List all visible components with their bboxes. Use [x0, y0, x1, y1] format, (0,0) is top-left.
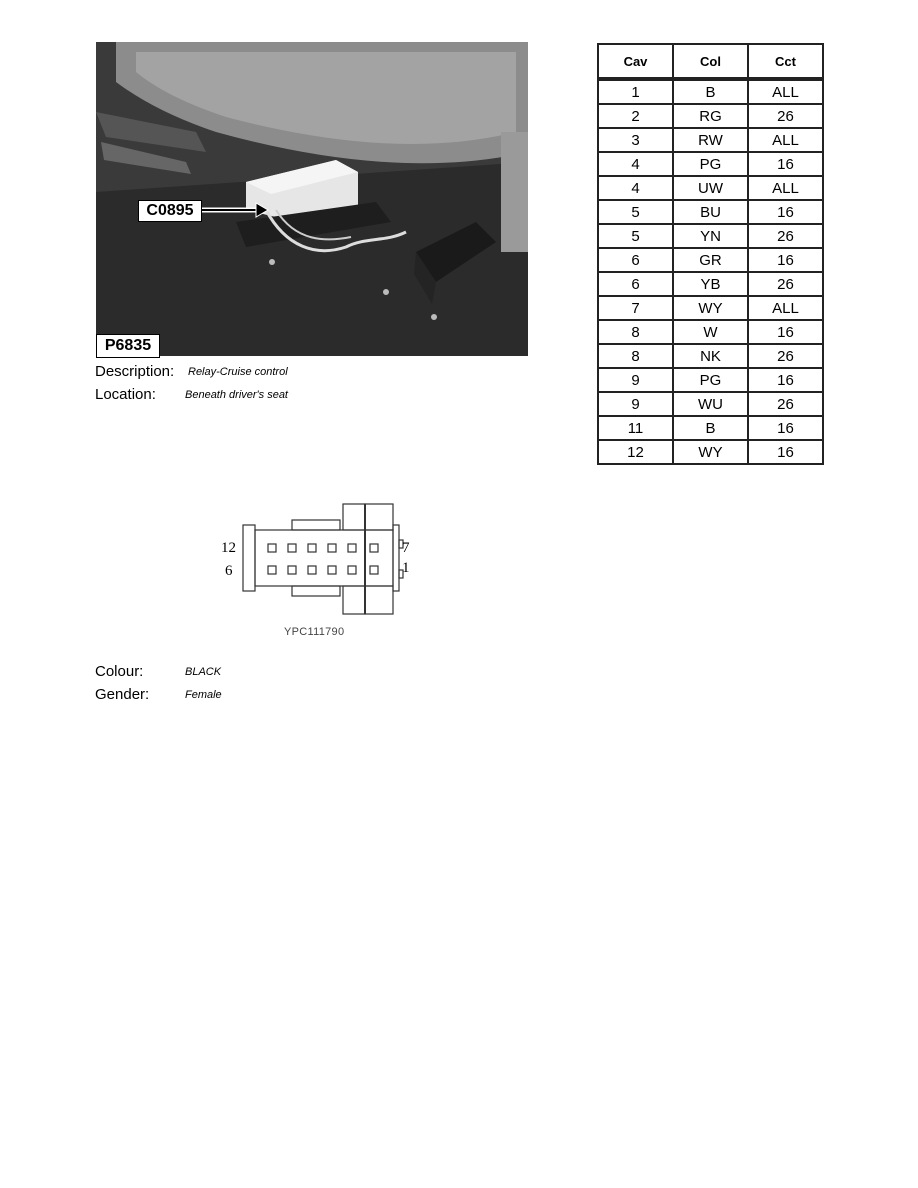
cell-col: WY [673, 296, 748, 320]
table-row [598, 296, 823, 320]
location-field [95, 386, 288, 403]
cell-col: B [673, 79, 748, 104]
cell-cav: 8 [598, 344, 673, 368]
cell-cav: 4 [598, 176, 673, 200]
table-row [598, 440, 823, 464]
gender-value: Female [185, 689, 222, 701]
cell-col: RG [673, 104, 748, 128]
cell-cct: 16 [748, 416, 823, 440]
colour-field [95, 663, 222, 680]
table-row [598, 248, 823, 272]
cell-cav: 2 [598, 104, 673, 128]
cell-col: W [673, 320, 748, 344]
table-row [598, 272, 823, 296]
location-photo [96, 42, 528, 356]
pin-label-top-right: 7 [402, 540, 410, 556]
table-row [598, 416, 823, 440]
cell-col: PG [673, 368, 748, 392]
pin-label-top-left: 12 [221, 540, 236, 556]
table-row [598, 200, 823, 224]
cell-cav: 9 [598, 368, 673, 392]
pin-label-bottom-right: 1 [402, 560, 410, 576]
cell-col: NK [673, 344, 748, 368]
table-row [598, 320, 823, 344]
cell-col: WU [673, 392, 748, 416]
cell-cct: ALL [748, 79, 823, 104]
cell-cav: 1 [598, 79, 673, 104]
table-row [598, 104, 823, 128]
cell-cav: 8 [598, 320, 673, 344]
cell-cct: 16 [748, 440, 823, 464]
gender-field [95, 686, 222, 703]
cell-cct: 16 [748, 368, 823, 392]
connector-drawing [215, 500, 415, 618]
cell-col: BU [673, 200, 748, 224]
connector-callout-label: C0895 [138, 200, 202, 222]
table-header-row [598, 44, 823, 79]
cell-col: B [673, 416, 748, 440]
cell-cct: 16 [748, 248, 823, 272]
header-cct: Cct [748, 44, 823, 79]
cell-cct: ALL [748, 128, 823, 152]
cell-cct: 26 [748, 272, 823, 296]
cell-cct: 26 [748, 344, 823, 368]
location-value: Beneath driver's seat [185, 389, 288, 401]
photo-illustration [96, 42, 528, 356]
cell-col: GR [673, 248, 748, 272]
cell-col: UW [673, 176, 748, 200]
cell-cct: ALL [748, 176, 823, 200]
table-row [598, 79, 823, 104]
colour-value: BLACK [185, 666, 222, 678]
cell-cav: 9 [598, 392, 673, 416]
photo-id-label: P6835 [96, 334, 160, 358]
cell-cct: 16 [748, 200, 823, 224]
cell-col: YB [673, 272, 748, 296]
pinout-table [597, 43, 824, 465]
cell-cct: 26 [748, 104, 823, 128]
cell-cct: ALL [748, 296, 823, 320]
cell-col: RW [673, 128, 748, 152]
description-label: Description: [95, 363, 175, 380]
colour-label: Colour: [95, 663, 144, 680]
cell-cav: 7 [598, 296, 673, 320]
pin-label-bottom-left: 6 [225, 563, 233, 579]
cell-cct: 26 [748, 224, 823, 248]
header-col: Col [673, 44, 748, 79]
description-value: Relay-Cruise control [188, 366, 288, 378]
cell-cav: 5 [598, 224, 673, 248]
cell-col: WY [673, 440, 748, 464]
table-row [598, 392, 823, 416]
cell-col: YN [673, 224, 748, 248]
cell-cav: 11 [598, 416, 673, 440]
cell-cav: 6 [598, 272, 673, 296]
connector-face-diagram [215, 500, 415, 618]
header-cav: Cav [598, 44, 673, 79]
table-row [598, 152, 823, 176]
table-row [598, 176, 823, 200]
cell-cct: 16 [748, 320, 823, 344]
connector-code: YPC111790 [284, 626, 345, 638]
gender-label: Gender: [95, 686, 150, 703]
cell-col: PG [673, 152, 748, 176]
location-label: Location: [95, 386, 156, 403]
table-row [598, 344, 823, 368]
cell-cct: 16 [748, 152, 823, 176]
description-field [95, 363, 288, 380]
cell-cav: 3 [598, 128, 673, 152]
cell-cav: 12 [598, 440, 673, 464]
cell-cav: 6 [598, 248, 673, 272]
table-row [598, 128, 823, 152]
table-row [598, 368, 823, 392]
table-row [598, 224, 823, 248]
cell-cav: 5 [598, 200, 673, 224]
cell-cav: 4 [598, 152, 673, 176]
cell-cct: 26 [748, 392, 823, 416]
